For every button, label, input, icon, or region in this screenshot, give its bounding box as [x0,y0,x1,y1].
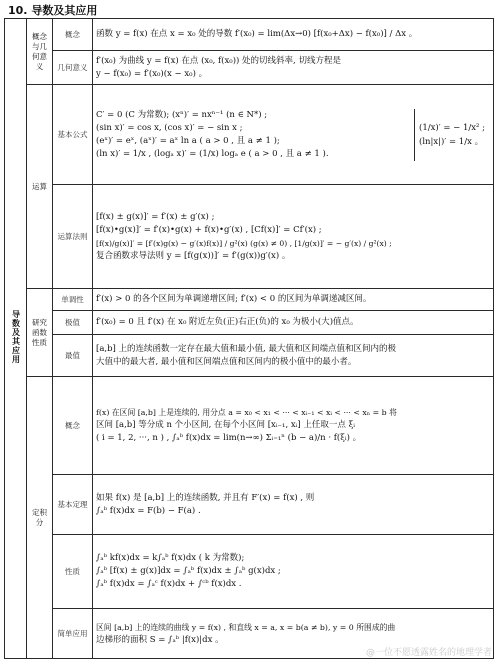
rules-line-3: [f(x)/g(x)]′ = [f′(x)g(x) − g′(x)f(x)] / g²(x) (g(x) ≠ 0) , [1/g(x)]′ = − g′(x) / g²(x) ; [96,238,392,248]
label-theorem: 基本定理 [53,475,93,535]
section-header [4,2,494,18]
label-integral-concept: 概念 [53,377,93,475]
label-application: 简单应用 [53,609,93,659]
group-study-cell [27,289,53,377]
label-basic: 基本公式 [53,85,93,185]
integral-concept-line-3: ( i = 1, 2, ···, n ) , ∫ₐᵇ f(x)dx = lim(n→∞) Σᵢ₌₁ⁿ (b − a)/n · f(ξᵢ) 。 [96,433,362,443]
properties-line-1: ∫ₐᵇ kf(x)dx = k∫ₐᵇ f(x)dx ( k 为常数); [96,553,245,563]
rules-line-1: [f(x) ± g(x)]′ = f′(x) ± g′(x) ; [96,211,215,222]
row-geometric-meaning [5,51,494,85]
basic-line-1: C′ = 0 (C 为常数); (xⁿ)′ = nxⁿ⁻¹ (n ∈ N*) ; [96,109,268,120]
integral-concept-line-2: 区间 [a,b] 等分成 n 个小区间, 在每个小区间 [xᵢ₋₁, xᵢ] 上任取一点 ξᵢ [96,420,355,430]
row-operation-rules [5,185,494,289]
text-properties [93,535,494,609]
application-line-2: 边梯形的面积 S = ∫ₐᵇ |f(x)|dx 。 [96,634,224,645]
label-properties: 性质 [53,535,93,609]
row-basic-formulas [5,85,494,185]
main-category-label: 导数及其应用 [11,310,21,364]
theorem-line-2: ∫ₐᵇ f(x)dx = F(b) − F(a) . [96,505,201,516]
row-extremum [5,311,494,335]
label-geometric: 几何意义 [53,51,93,85]
row-properties [5,535,494,609]
geometric-line-1: f′(x₀) 为曲线 y = f(x) 在点 (x₀, f(x₀)) 处的切线斜率, 切线方程是 [96,55,341,66]
row-derivative-concept [5,19,494,51]
group-calc-label: 运算 [32,181,47,191]
basic-side-line-2: (ln|x|)′ = 1/x 。 [419,136,484,147]
integral-concept-line-1: f(x) 在区间 [a,b] 上是连续的, 用分点 a = x₀ < x₁ < ··· < xᵢ₋₁ < xᵢ < ··· < xₙ = b 将 [96,408,397,417]
group-concept-cell [27,19,53,85]
basic-line-3: (eˣ)′ = eˣ, (aˣ)′ = aˣ ln a ( a > 0 , 且 a ≠ 1 ); [96,135,280,146]
label-rules: 运算法则 [53,185,93,289]
text-rules [93,185,494,289]
basic-side-line-1: (1/x)′ = − 1/x² ; [419,122,486,133]
row-integral-concept [5,377,494,475]
label-monotonicity: 单调性 [53,289,93,311]
rules-line-4: 复合函数求导法则 y = [f(g(x))]′ = f′(g(x))g′(x) 。 [96,250,291,261]
row-fundamental-theorem [5,475,494,535]
group-integral-cell [27,377,53,659]
main-category-cell [5,19,27,659]
text-basic [93,85,494,185]
group-study-label: 研究函数性质 [32,317,47,347]
rules-line-2: [f(x)•g(x)]′ = f′(x)•g(x) + f(x)•g′(x) , [Cf(x)]′ = Cf′(x) ; [96,224,322,235]
properties-line-2: ∫ₐᵇ [f(x) ± g(x)]dx = ∫ₐᵇ f(x)dx ± ∫ₐᵇ g(x)dx ; [96,566,281,576]
text-geometric [93,51,494,85]
application-line-1: 区间 [a,b] 上的连续的曲线 y = f(x) , 和直线 x = a, x = b(a ≠ b), y = 0 所围成的曲 [96,622,396,632]
theorem-line-1: 如果 f(x) 是 [a,b] 上的连续函数, 并且有 F′(x) = f(x) , 则 [96,492,315,503]
label-extremum: 极值 [53,311,93,335]
formula-table [4,18,494,659]
basic-line-2: (sin x)′ = cos x, (cos x)′ = − sin x ; [96,122,243,133]
text-maxmin [93,335,494,377]
geometric-line-2: y − f(x₀) = f′(x₀)(x − x₀) 。 [96,68,208,79]
section-title: 10. 导数及其应用 [8,4,98,17]
properties-line-3: ∫ₐᵇ f(x)dx = ∫ₐᶜ f(x)dx + ∫ᶜᵇ f(x)dx . [96,579,242,589]
maxmin-line-2: 大值中的最大者, 最小值和区间端点值和区间内的极小值中的最小者。 [96,356,357,367]
text-monotonicity: f′(x) > 0 的各个区间为单调递增区间; f′(x) < 0 的区间为单调递减区间。 [93,289,494,311]
maxmin-line-1: [a,b] 上的连续函数一定存在最大值和最小值, 最大值和区间端点值和区间内的极 [96,343,396,354]
group-concept-label: 概念与几何意义 [32,31,47,71]
row-maxmin [5,335,494,377]
row-monotonicity [5,289,494,311]
group-integral-label: 定积分 [32,507,47,527]
text-concept: 函数 y = f(x) 在点 x = x₀ 处的导数 f′(x₀) = lim(Δx→0) [f(x₀+Δx) − f(x₀)] / Δx 。 [93,19,494,51]
text-integral-concept [93,377,494,475]
watermark: @一位不愿透露姓名的地理学者 [365,648,492,658]
text-extremum: f′(x₀) = 0 且 f′(x) 在 x₀ 附近左负(正)右正(负)的 x₀ 为极小(大)值点。 [93,311,494,335]
label-concept: 概念 [53,19,93,51]
group-calc-cell [27,85,53,289]
basic-line-4: (ln x)′ = 1/x , (logₐ x)′ = (1/x) logₐ e ( a > 0 , 且 a ≠ 1 ). [96,148,329,159]
text-theorem [93,475,494,535]
label-maxmin: 最值 [53,335,93,377]
